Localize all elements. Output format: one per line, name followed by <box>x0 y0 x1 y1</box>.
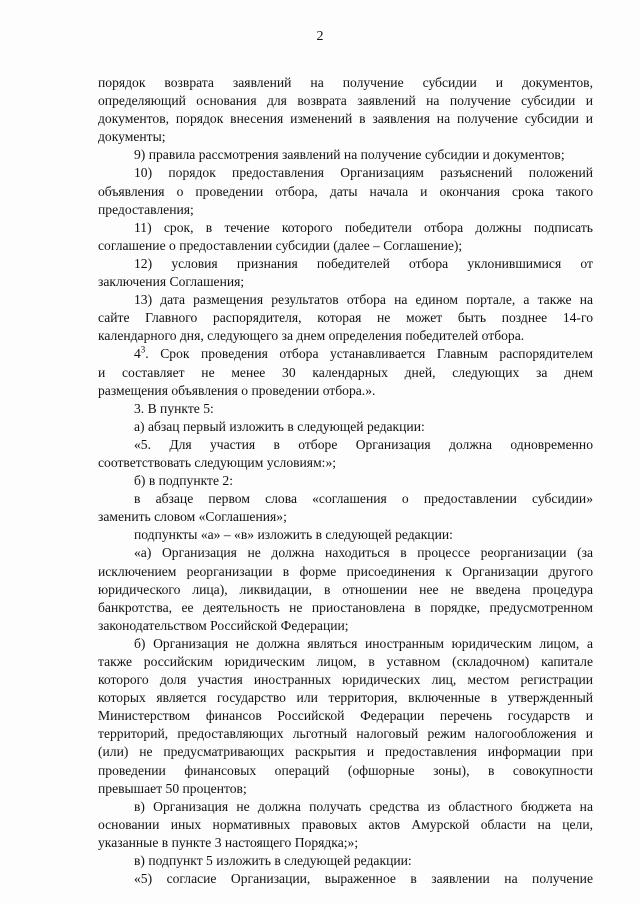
line-text: и составляет не менее 30 календарных дней, следующих за днем <box>98 364 593 380</box>
line-text: 9) правила рассмотрения заявлений на получение субсидии и документов; <box>134 147 565 163</box>
text-line <box>98 798 593 816</box>
line-text: «а) Организация не должна находиться в процессе реорганизации (за <box>134 545 593 561</box>
text-line <box>98 128 593 146</box>
line-text: объявления о проведении отбора, даты начала и окончания срока такого <box>98 183 593 199</box>
text-line: $4^3$. Срок проведения отбора устанавливается Главным распорядителем <box>134 344 593 362</box>
item-number: 4 <box>134 346 141 362</box>
text-line <box>98 526 593 544</box>
text-line <box>98 146 593 164</box>
line-text: документов, порядок внесения изменений в заявления на получение субсидии и <box>98 111 593 127</box>
line-text: которого доля участия иностранных юридических лиц, местом регистрации <box>98 672 593 688</box>
text-line <box>98 870 593 888</box>
line-text: соглашение о предоставлении субсидии (далее – Соглашение); <box>98 237 463 253</box>
line-text: размещения объявления о проведении отбора.». <box>98 382 376 398</box>
text-line <box>98 490 593 508</box>
page-number: 2 <box>316 29 324 44</box>
line-text: заключения Соглашения; <box>98 274 245 290</box>
text-line <box>98 653 593 671</box>
text-line <box>98 237 593 255</box>
text-line <box>98 599 593 617</box>
line-text: календарного дня, следующего за днем определения победителей отбора. <box>98 328 525 344</box>
text-line <box>98 164 593 182</box>
text-line <box>98 707 593 725</box>
text-line <box>98 671 593 689</box>
line-text: проведении финансовых операций (офшорные зоны), в совокупности <box>98 762 593 778</box>
line-text: 3. В пункте 5: <box>134 400 214 416</box>
line-text: заменить словом «Соглашения»; <box>98 509 287 525</box>
text-line <box>98 219 593 237</box>
text-line <box>98 816 593 834</box>
line-text: также российским юридическим лицом, в уставном (складочном) капитале <box>98 654 593 669</box>
line-text: Министерством финансов Российской Федерации перечень государств и <box>98 708 593 724</box>
item-number-superscript: 3 <box>140 344 146 355</box>
text-line <box>98 255 593 273</box>
text-line <box>98 725 593 743</box>
text-line <box>98 291 593 309</box>
line-text: б) в подпункте 2: <box>134 473 233 489</box>
line-text: соответствовать следующим условиям:»; <box>98 454 337 470</box>
line-text: в) Организация не должна получать средства из областного бюджета на <box>134 798 593 814</box>
text-line <box>98 400 593 418</box>
line-text: 11) срок, в течение которого победители отбора должны подписать <box>134 219 593 235</box>
text-line <box>98 834 593 852</box>
text-line <box>98 436 593 454</box>
line-text: основании иных нормативных правовых актов Амурской области на цели, <box>98 816 593 832</box>
text-line <box>98 110 593 128</box>
text-line <box>98 472 593 490</box>
line-text: превышает 50 процентов; <box>98 780 247 796</box>
text-line <box>98 617 593 635</box>
text-line <box>98 743 593 761</box>
line-text: юридического лица), ликвидации, в отношении нее не введена процедура <box>98 581 593 597</box>
line-text: подпункты «а» – «в» изложить в следующей редакции: <box>134 527 453 543</box>
text-line <box>98 309 593 327</box>
text-line <box>98 508 593 526</box>
text-line <box>98 563 593 581</box>
line-text: порядок возврата заявлений на получение субсидии и документов, <box>98 75 593 90</box>
line-text: (или) не предусматривающих раскрытия и предоставления информации при <box>98 744 593 760</box>
text-line <box>98 201 593 219</box>
line-text: 10) порядок предоставления Организациям разъяснений положений <box>134 165 593 181</box>
line-text: банкротства, ее деятельность не приостановлена в порядке, предусмотренном <box>98 599 593 615</box>
text-line <box>98 273 593 291</box>
text-line <box>98 74 593 92</box>
line-text: а) абзац первый изложить в следующей редакции: <box>134 418 425 434</box>
line-text: территорий, предоставляющих льготный налоговый режим налогообложения и <box>98 726 593 742</box>
line-text: 13) дата размещения результатов отбора на едином портале, а также на <box>134 292 593 308</box>
line-text: в абзаце первом слова «соглашения о предоставлении субсидии» <box>134 491 593 507</box>
line-text: законодательством Российской Федерации; <box>98 617 349 633</box>
text-line <box>98 382 593 400</box>
text-line <box>98 327 593 345</box>
line-text: «5) согласие Организации, выраженное в заявлении на получение <box>134 871 593 887</box>
text-line <box>98 780 593 798</box>
text-line <box>98 762 593 780</box>
text-line <box>98 581 593 599</box>
line-text: в) подпункт 5 изложить в следующей редакции: <box>134 853 412 869</box>
text-line <box>98 852 593 870</box>
text-line <box>98 454 593 472</box>
line-text: исключением реорганизации в форме присоединения к Организации другого <box>98 563 593 579</box>
line-text: сайте Главного распорядителя, которая не может быть позднее 14-го <box>98 310 593 326</box>
line-text: определяющий основания для возврата заявлений на получение субсидии и <box>98 93 593 109</box>
line-text: которых является государство или территория, включенные в утвержденный <box>98 690 593 706</box>
text-line <box>98 183 593 201</box>
line-text: 12) условия признания победителей отбора уклонившимися от <box>134 255 593 271</box>
line-text: документы; <box>98 129 166 145</box>
line-text: предоставления; <box>98 201 194 217</box>
text-line <box>98 364 593 382</box>
text-line <box>98 635 593 653</box>
text-line <box>98 92 593 110</box>
text-line <box>98 418 593 436</box>
line-text: указанные в пункте 3 настоящего Порядка;»; <box>98 834 359 850</box>
text-line <box>98 544 593 562</box>
line-text: б) Организация не должна являться иностранным юридическим лицом, а <box>134 635 593 651</box>
document-body <box>98 74 593 888</box>
line-text: «5. Для участия в отборе Организация должна одновременно <box>134 436 593 452</box>
line-text: Срок проведения отбора устанавливается Главным распорядителем <box>160 346 593 362</box>
text-line <box>98 689 593 707</box>
